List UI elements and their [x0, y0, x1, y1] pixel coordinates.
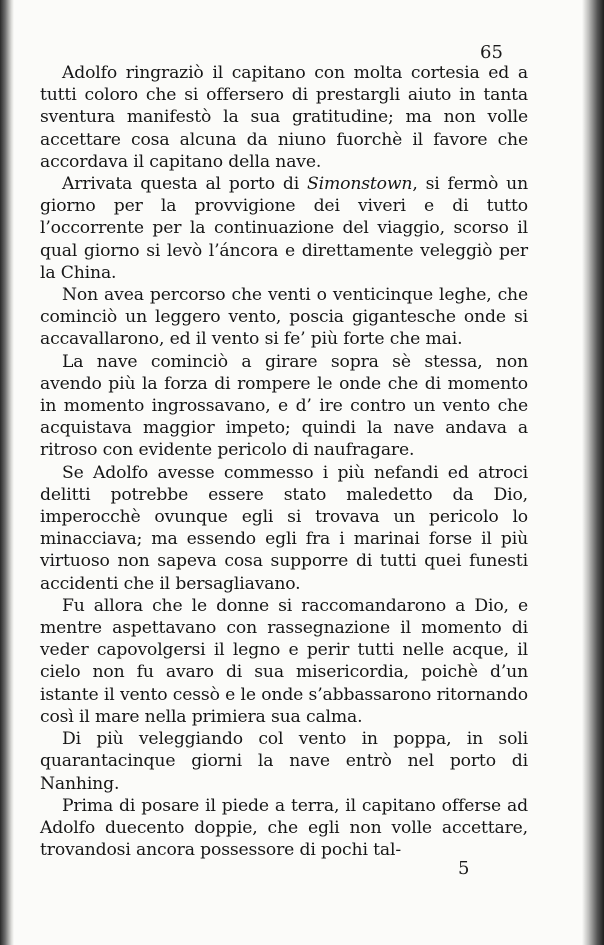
paragraph [40, 595, 528, 728]
text-run: Se Adolfo avesse commesso i più nefandi ed atroci delitti potrebbe essere stato maledetto da Dio, imperocchè ovunque egli si trovava un pericolo lo minacciava; ma essendo egli fra i marinai forse il più virtuoso non sapeva cosa supporre di tutti quei funesti accidenti che il bersagliavano. [40, 462, 528, 594]
text-run: Non avea percorso che venti o venticinque leghe, che cominciò un leggero vento, poscia gigantesche onde si accavallarono, ed il vento si fe’ più forte che mai. [40, 285, 528, 350]
paragraph [40, 351, 528, 462]
text-run: Fu allora che le donne si raccomandarono a Dio, e mentre aspettavano con rassegnazione il momento di veder capovolgersi il legno e perir tutti nelle acque, il cielo non fu avaro di sua misericordia, poichè d’un istante il vento cessò e le onde s’abbassarono ritornando così il mare nella primiera sua calma. [40, 595, 528, 727]
text-run: Prima di posare il piede a terra, il capitano offerse ad Adolfo duecento doppie, che egli non volle accettare, trovandosi ancora possessore di pochi tal- [40, 795, 528, 861]
text-run: Arrivata questa al porto di [62, 174, 307, 195]
signature-mark: 5 [458, 858, 470, 879]
text-run: Di più veleggiando col vento in poppa, in soli quarantacinque giorni la nave entrò nel porto di Nanhing. [40, 729, 528, 794]
body-text [40, 62, 528, 861]
page-number: 65 [480, 42, 503, 63]
paragraph [40, 462, 528, 595]
paragraph [40, 728, 528, 795]
page-binding-shadow-right [582, 0, 604, 945]
italic-text: Simonstown [307, 174, 413, 195]
text-run: La nave cominciò a girare sopra sè stessa, non avendo più la forza di rompere le onde che di momento in momento ingrossavano, e d’ ire contro un vento che acquistava maggior impeto; quindi la nave andava a ritroso con evidente pericolo di naufragare. [40, 351, 528, 461]
page-binding-shadow-left [0, 0, 14, 945]
text-run: , si fermò un giorno per la provvigione dei viveri e di tutto l’occorrente per la continuazione del viaggio, scorso il qual giorno si levò l’áncora e direttamente veleggiò per la China. [40, 174, 528, 283]
paragraph [40, 62, 528, 173]
text-run: Adolfo ringraziò il capitano con molta cortesia ed a tutti coloro che si offersero di prestargli aiuto in tanta sventura manifestò la sua gratitudine; ma non volle accettare cosa alcuna da niuno fuorchè il favore che accordava il capitano della nave. [40, 63, 528, 172]
paragraph [40, 173, 528, 284]
paragraph [40, 795, 528, 862]
paragraph [40, 284, 528, 351]
